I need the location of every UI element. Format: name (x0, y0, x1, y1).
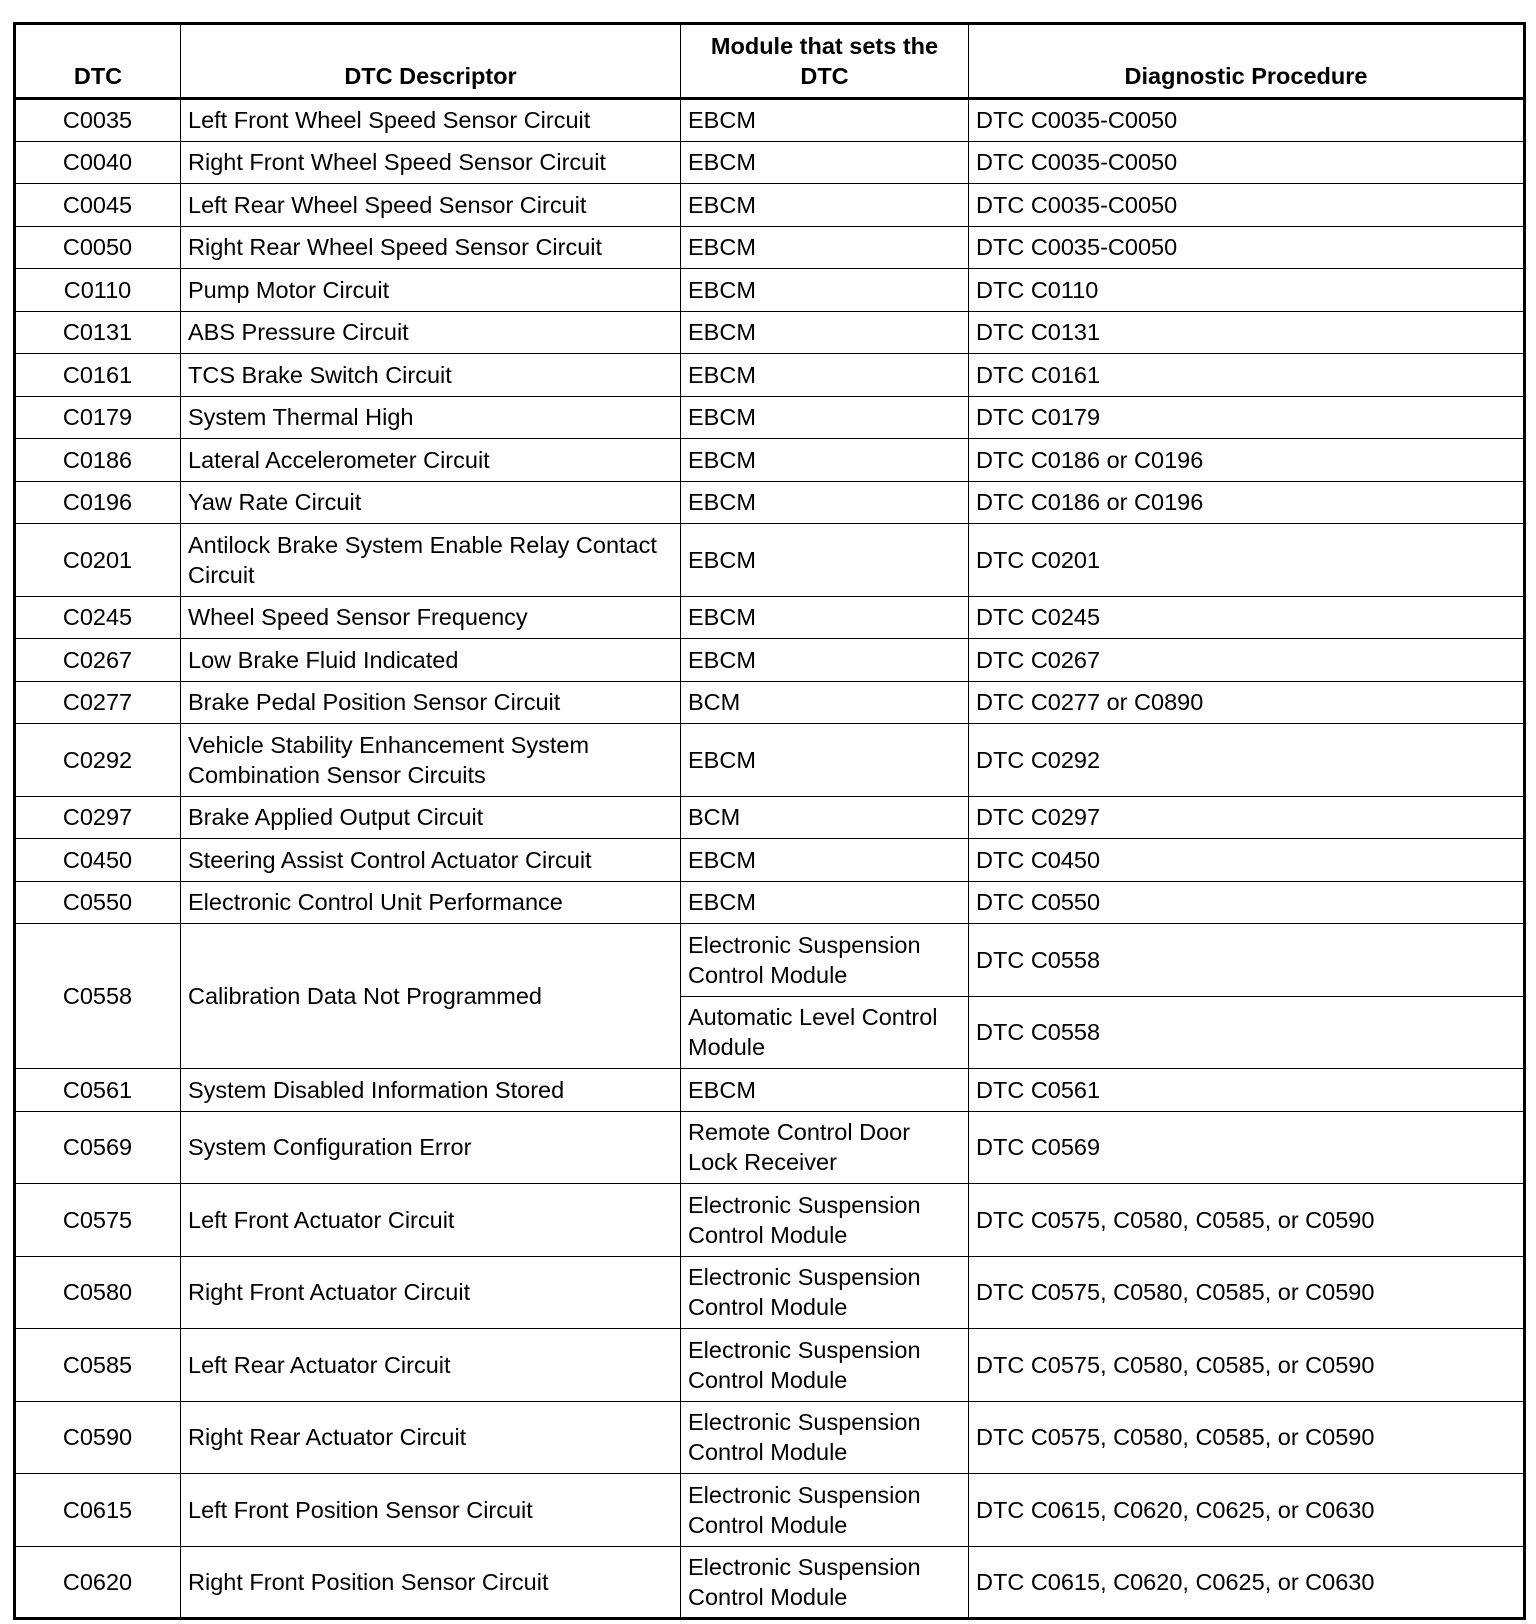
module-cell: Remote Control Door Lock Receiver (681, 1111, 969, 1184)
diagnostic-procedure-cell: DTC C0569 (969, 1111, 1525, 1184)
diagnostic-procedure-cell: DTC C0161 (969, 354, 1525, 397)
dtc-descriptor-cell: Brake Pedal Position Sensor Circuit (181, 681, 681, 724)
module-cell: Electronic Suspension Control Module (681, 1329, 969, 1402)
dtc-descriptor-cell: Left Rear Actuator Circuit (181, 1329, 681, 1402)
table-row (15, 1546, 1525, 1619)
dtc-descriptor-cell: Right Rear Wheel Speed Sensor Circuit (181, 226, 681, 269)
header-descriptor: DTC Descriptor (181, 24, 681, 99)
dtc-code-cell: C0267 (15, 639, 181, 682)
dtc-code-cell: C0131 (15, 311, 181, 354)
diagnostic-procedure-cell: DTC C0558 (969, 924, 1525, 997)
diagnostic-procedure-cell: DTC C0575, C0580, C0585, or C0590 (969, 1184, 1525, 1257)
diagnostic-procedure-cell: DTC C0179 (969, 396, 1525, 439)
dtc-descriptor-cell: Wheel Speed Sensor Frequency (181, 596, 681, 639)
dtc-code-cell: C0201 (15, 524, 181, 597)
diagnostic-procedure-cell: DTC C0615, C0620, C0625, or C0630 (969, 1546, 1525, 1619)
dtc-descriptor-cell: Lateral Accelerometer Circuit (181, 439, 681, 482)
table-row (15, 524, 1525, 597)
diagnostic-procedure-cell: DTC C0550 (969, 881, 1525, 924)
table-row (15, 396, 1525, 439)
dtc-code-cell: C0575 (15, 1184, 181, 1257)
dtc-code-cell: C0550 (15, 881, 181, 924)
dtc-descriptor-cell: Pump Motor Circuit (181, 269, 681, 312)
dtc-table (13, 22, 1526, 1620)
table-row (15, 354, 1525, 397)
table-header (15, 24, 1525, 99)
diagnostic-procedure-cell: DTC C0131 (969, 311, 1525, 354)
dtc-code-cell: C0186 (15, 439, 181, 482)
diagnostic-procedure-cell: DTC C0035-C0050 (969, 226, 1525, 269)
dtc-code-cell: C0569 (15, 1111, 181, 1184)
table-row (15, 1256, 1525, 1329)
table-row (15, 924, 1525, 997)
module-cell: Electronic Suspension Control Module (681, 924, 969, 997)
module-cell: EBCM (681, 99, 969, 142)
module-cell: Electronic Suspension Control Module (681, 1401, 969, 1474)
table-row (15, 184, 1525, 227)
header-procedure: Diagnostic Procedure (969, 24, 1525, 99)
module-cell: EBCM (681, 269, 969, 312)
dtc-code-cell: C0615 (15, 1474, 181, 1547)
diagnostic-procedure-cell: DTC C0201 (969, 524, 1525, 597)
diagnostic-procedure-cell: DTC C0267 (969, 639, 1525, 682)
dtc-code-cell: C0050 (15, 226, 181, 269)
dtc-code-cell: C0277 (15, 681, 181, 724)
table-row (15, 724, 1525, 797)
header-row (15, 24, 1525, 99)
diagnostic-procedure-cell: DTC C0186 or C0196 (969, 439, 1525, 482)
diagnostic-procedure-cell: DTC C0292 (969, 724, 1525, 797)
table-row (15, 311, 1525, 354)
diagnostic-procedure-cell: DTC C0277 or C0890 (969, 681, 1525, 724)
diagnostic-procedure-cell: DTC C0561 (969, 1069, 1525, 1112)
dtc-code-cell: C0561 (15, 1069, 181, 1112)
module-cell: Electronic Suspension Control Module (681, 1474, 969, 1547)
dtc-descriptor-cell: Low Brake Fluid Indicated (181, 639, 681, 682)
dtc-code-cell: C0450 (15, 839, 181, 882)
module-cell: EBCM (681, 481, 969, 524)
module-cell: Electronic Suspension Control Module (681, 1256, 969, 1329)
module-cell: EBCM (681, 354, 969, 397)
module-cell: EBCM (681, 311, 969, 354)
dtc-descriptor-cell: Vehicle Stability Enhancement System Combination Sensor Circuits (181, 724, 681, 797)
dtc-code-cell: C0297 (15, 796, 181, 839)
table-row (15, 1111, 1525, 1184)
module-cell: BCM (681, 796, 969, 839)
module-cell: EBCM (681, 596, 969, 639)
dtc-code-cell: C0580 (15, 1256, 181, 1329)
diagnostic-procedure-cell: DTC C0615, C0620, C0625, or C0630 (969, 1474, 1525, 1547)
dtc-descriptor-cell: Steering Assist Control Actuator Circuit (181, 839, 681, 882)
dtc-code-cell: C0045 (15, 184, 181, 227)
dtc-descriptor-cell: Left Rear Wheel Speed Sensor Circuit (181, 184, 681, 227)
dtc-descriptor-cell: Calibration Data Not Programmed (181, 924, 681, 1069)
dtc-code-cell: C0196 (15, 481, 181, 524)
dtc-descriptor-cell: TCS Brake Switch Circuit (181, 354, 681, 397)
table-row (15, 1184, 1525, 1257)
dtc-descriptor-cell: System Disabled Information Stored (181, 1069, 681, 1112)
dtc-descriptor-cell: Right Front Position Sensor Circuit (181, 1546, 681, 1619)
module-cell: EBCM (681, 1069, 969, 1112)
table-row (15, 839, 1525, 882)
table-body (15, 99, 1525, 1619)
diagnostic-procedure-cell: DTC C0575, C0580, C0585, or C0590 (969, 1256, 1525, 1329)
table-row (15, 226, 1525, 269)
module-cell: EBCM (681, 184, 969, 227)
table-row (15, 99, 1525, 142)
dtc-code-cell: C0590 (15, 1401, 181, 1474)
header-dtc: DTC (15, 24, 181, 99)
diagnostic-procedure-cell: DTC C0035-C0050 (969, 99, 1525, 142)
diagnostic-procedure-cell: DTC C0110 (969, 269, 1525, 312)
dtc-code-cell: C0161 (15, 354, 181, 397)
dtc-code-cell: C0245 (15, 596, 181, 639)
table-row (15, 639, 1525, 682)
table-row (15, 1474, 1525, 1547)
table-row (15, 481, 1525, 524)
module-cell: Electronic Suspension Control Module (681, 1546, 969, 1619)
dtc-code-cell: C0035 (15, 99, 181, 142)
table-row (15, 1401, 1525, 1474)
module-cell: EBCM (681, 724, 969, 797)
module-cell: EBCM (681, 396, 969, 439)
dtc-code-cell: C0179 (15, 396, 181, 439)
dtc-code-cell: C0040 (15, 141, 181, 184)
dtc-descriptor-cell: Left Front Wheel Speed Sensor Circuit (181, 99, 681, 142)
dtc-code-cell: C0558 (15, 924, 181, 1069)
diagnostic-procedure-cell: DTC C0558 (969, 996, 1525, 1069)
dtc-descriptor-cell: System Configuration Error (181, 1111, 681, 1184)
dtc-descriptor-cell: Brake Applied Output Circuit (181, 796, 681, 839)
table-row (15, 269, 1525, 312)
module-cell: Automatic Level Control Module (681, 996, 969, 1069)
diagnostic-procedure-cell: DTC C0245 (969, 596, 1525, 639)
diagnostic-procedure-cell: DTC C0297 (969, 796, 1525, 839)
module-cell: EBCM (681, 226, 969, 269)
table-row (15, 796, 1525, 839)
module-cell: BCM (681, 681, 969, 724)
dtc-code-cell: C0292 (15, 724, 181, 797)
module-cell: EBCM (681, 839, 969, 882)
dtc-code-cell: C0585 (15, 1329, 181, 1402)
diagnostic-procedure-cell: DTC C0035-C0050 (969, 184, 1525, 227)
dtc-descriptor-cell: ABS Pressure Circuit (181, 311, 681, 354)
diagnostic-procedure-cell: DTC C0035-C0050 (969, 141, 1525, 184)
dtc-code-cell: C0110 (15, 269, 181, 312)
diagnostic-procedure-cell: DTC C0450 (969, 839, 1525, 882)
module-cell: EBCM (681, 439, 969, 482)
module-cell: EBCM (681, 141, 969, 184)
diagnostic-procedure-cell: DTC C0575, C0580, C0585, or C0590 (969, 1401, 1525, 1474)
dtc-descriptor-cell: Antilock Brake System Enable Relay Contact Circuit (181, 524, 681, 597)
dtc-descriptor-cell: Left Front Actuator Circuit (181, 1184, 681, 1257)
module-cell: EBCM (681, 639, 969, 682)
table-row (15, 596, 1525, 639)
dtc-descriptor-cell: Right Front Actuator Circuit (181, 1256, 681, 1329)
dtc-descriptor-cell: Electronic Control Unit Performance (181, 881, 681, 924)
dtc-descriptor-cell: System Thermal High (181, 396, 681, 439)
module-cell: EBCM (681, 881, 969, 924)
table-row (15, 1069, 1525, 1112)
module-cell: EBCM (681, 524, 969, 597)
table-row (15, 439, 1525, 482)
table-row (15, 681, 1525, 724)
dtc-descriptor-cell: Yaw Rate Circuit (181, 481, 681, 524)
dtc-descriptor-cell: Right Front Wheel Speed Sensor Circuit (181, 141, 681, 184)
table-row (15, 141, 1525, 184)
table-row (15, 1329, 1525, 1402)
table-row (15, 881, 1525, 924)
module-cell: Electronic Suspension Control Module (681, 1184, 969, 1257)
dtc-descriptor-cell: Left Front Position Sensor Circuit (181, 1474, 681, 1547)
diagnostic-procedure-cell: DTC C0575, C0580, C0585, or C0590 (969, 1329, 1525, 1402)
dtc-descriptor-cell: Right Rear Actuator Circuit (181, 1401, 681, 1474)
header-module: Module that sets the DTC (681, 24, 969, 99)
diagnostic-procedure-cell: DTC C0186 or C0196 (969, 481, 1525, 524)
dtc-code-cell: C0620 (15, 1546, 181, 1619)
